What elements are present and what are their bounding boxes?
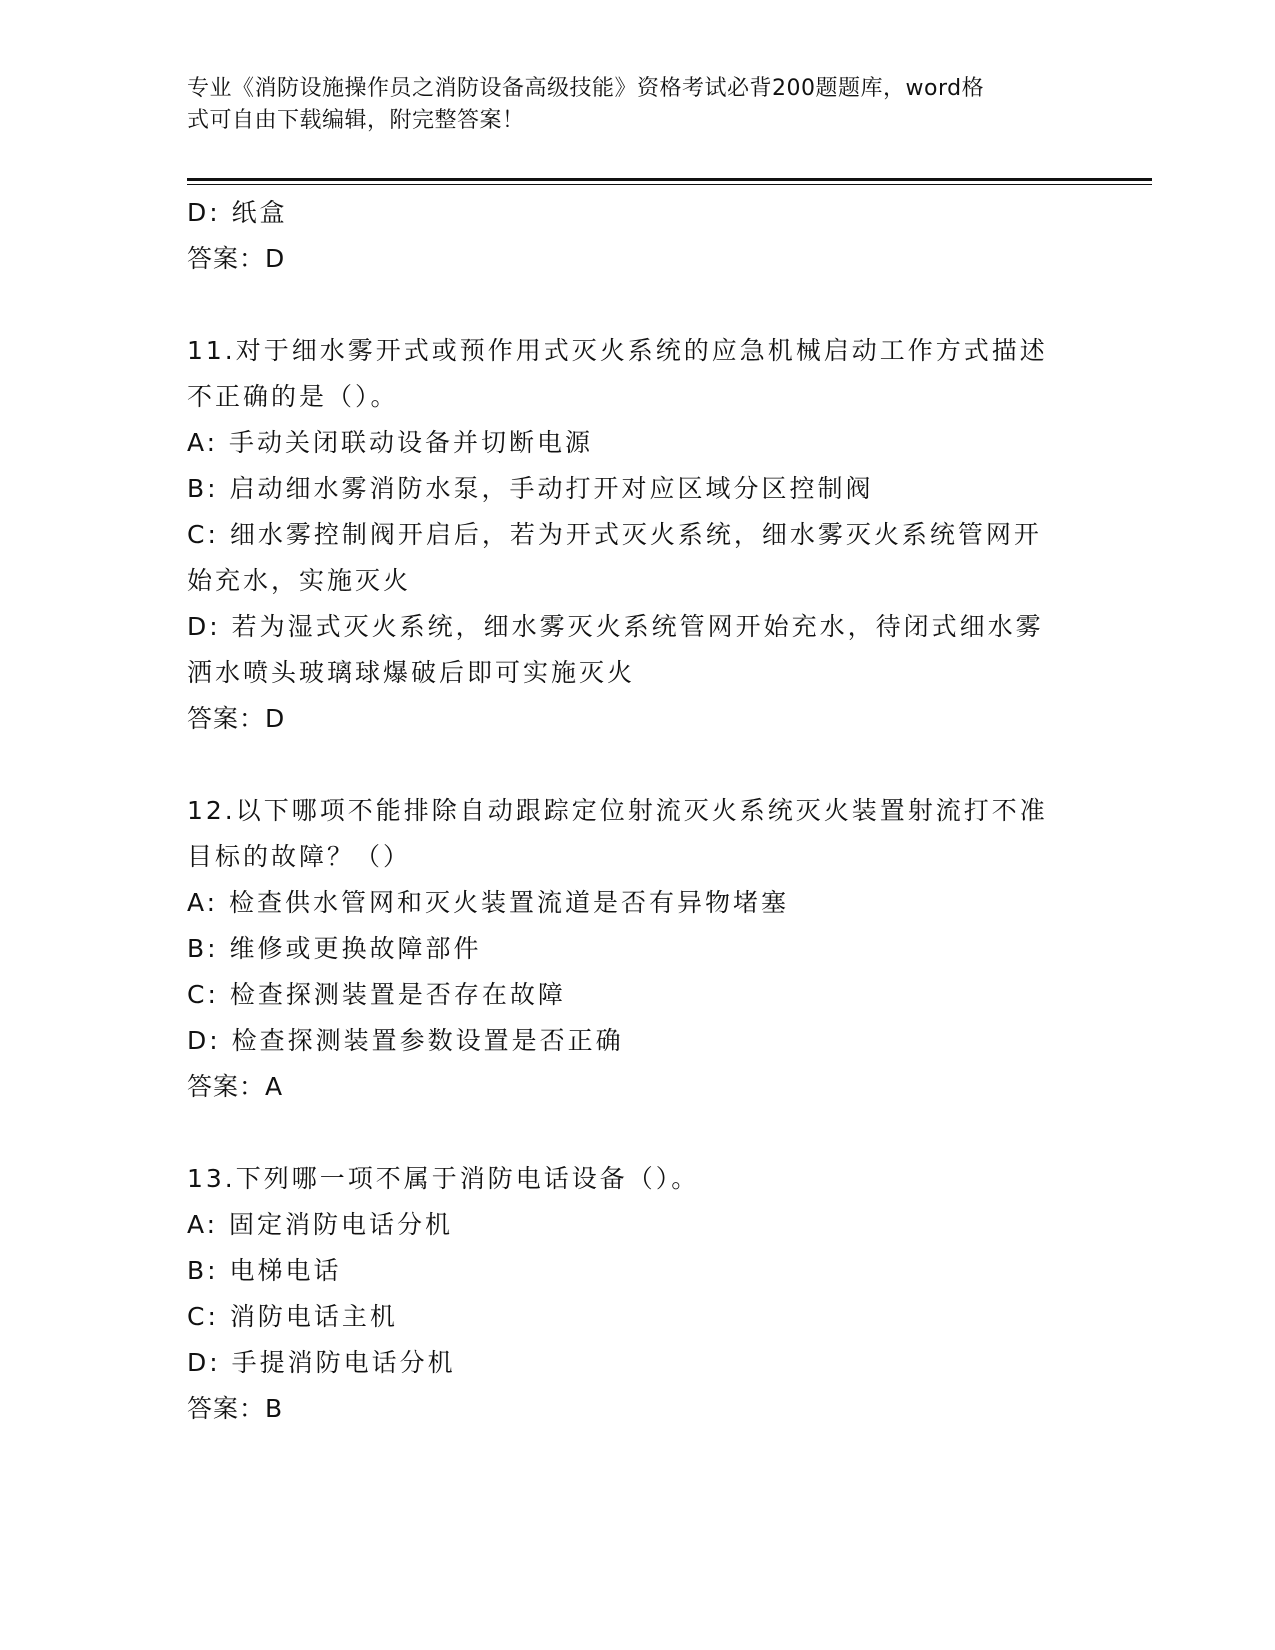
spacer <box>187 742 1087 788</box>
carryover-question <box>187 190 1087 282</box>
answer-line: 答案：D <box>187 244 286 273</box>
header-divider-thin <box>187 184 1152 185</box>
page-header <box>187 73 1067 137</box>
question-stem-continued: 不正确的是（）。 <box>187 382 399 411</box>
option-d: D: 纸盒 <box>187 198 288 227</box>
option-b: B: 启动细水雾消防水泵，手动打开对应区域分区控制阀 <box>187 474 874 503</box>
question-stem-continued: 目标的故障？（） <box>187 842 412 871</box>
option-c: C: 细水雾控制阀开启后，若为开式灭火系统，细水雾灭火系统管网开 <box>187 520 1042 549</box>
header-line-1: 专业《消防设施操作员之消防设备高级技能》资格考试必背200题题库，word格 <box>187 76 985 101</box>
answer-line: 答案：D <box>187 704 286 733</box>
option-a: A: 检查供水管网和灭火装置流道是否有异物堵塞 <box>187 888 790 917</box>
answer-line: 答案：A <box>187 1072 284 1101</box>
question-11 <box>187 328 1087 742</box>
option-d-continued: 洒水喷头玻璃球爆破后即可实施灭火 <box>187 658 636 687</box>
answer-line: 答案：B <box>187 1394 284 1423</box>
header-divider-thick <box>187 178 1152 181</box>
spacer <box>187 282 1087 328</box>
option-a: A: 手动关闭联动设备并切断电源 <box>187 428 594 457</box>
question-stem: 11.对于细水雾开式或预作用式灭火系统的应急机械启动工作方式描述 <box>187 336 1048 365</box>
option-b: B: 维修或更换故障部件 <box>187 934 482 963</box>
question-stem: 12.以下哪项不能排除自动跟踪定位射流灭火系统灭火装置射流打不准 <box>187 796 1048 825</box>
option-b: B: 电梯电话 <box>187 1256 342 1285</box>
option-d: D: 手提消防电话分机 <box>187 1348 456 1377</box>
question-12 <box>187 788 1087 1110</box>
question-13 <box>187 1156 1087 1432</box>
option-d: D: 检查探测装置参数设置是否正确 <box>187 1026 624 1055</box>
header-line-2: 式可自由下载编辑，附完整答案！ <box>187 108 525 133</box>
option-c: C: 检查探测装置是否存在故障 <box>187 980 566 1009</box>
option-a: A: 固定消防电话分机 <box>187 1210 454 1239</box>
document-body <box>187 190 1087 1432</box>
question-stem: 13.下列哪一项不属于消防电话设备（）。 <box>187 1164 700 1193</box>
option-d: D: 若为湿式灭火系统，细水雾灭火系统管网开始充水，待闭式细水雾 <box>187 612 1044 641</box>
option-c: C: 消防电话主机 <box>187 1302 398 1331</box>
spacer <box>187 1110 1087 1156</box>
option-c-continued: 始充水，实施灭火 <box>187 566 412 595</box>
